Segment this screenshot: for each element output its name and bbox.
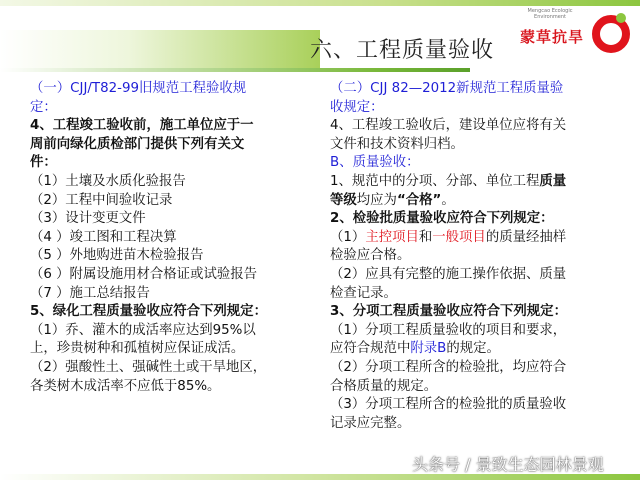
left-heading-line-1: （一）CJJ/T82-99旧规范工程验收规	[30, 81, 247, 96]
quality-acceptance-heading: B、质量验收：	[330, 155, 420, 171]
watermark: 头条号 / 景致生态园林景观	[412, 455, 604, 474]
logo-tagline: Mengcao Ecologic Environment	[527, 8, 573, 20]
text-span: （1）	[330, 229, 366, 245]
main-control-items: 主控项目	[365, 229, 419, 245]
text-span: 1、规范中的分项、分部、单位工程	[330, 173, 540, 189]
left-line: （3）设计变更文件	[30, 211, 146, 227]
header-underline	[0, 68, 470, 72]
header-band	[0, 30, 320, 70]
right-line: 合格质量的规定。	[330, 378, 438, 394]
right-heading-line-2: 收规定：	[330, 99, 384, 115]
top-stripe	[0, 0, 640, 6]
logo-ring-icon	[588, 10, 634, 54]
text-span: 质量	[539, 173, 567, 189]
left-line: （1）土壤及水质化验报告	[30, 173, 186, 189]
left-line: 件：	[30, 155, 57, 171]
left-line: 5、绿化工程质量验收应符合下列规定：	[30, 304, 267, 320]
right-line	[330, 229, 620, 248]
left-line: （7 ）施工总结报告	[30, 285, 150, 301]
text-span: 的质量经抽样	[485, 229, 567, 245]
right-line: 检查记录。	[330, 285, 397, 301]
left-line: （2）强酸性土、强碱性土或干旱地区，	[30, 359, 267, 375]
right-line: 文件和技术资料归档。	[330, 136, 464, 152]
right-line: 3、分项工程质量验收应符合下列规定：	[330, 304, 567, 320]
left-line: （6 ）附属设施用材合格证或试验报告	[30, 266, 258, 282]
right-line: 检验应合格。	[330, 248, 411, 264]
text-span: 。	[441, 192, 455, 208]
right-line: 记录应完整。	[330, 415, 411, 431]
right-line	[330, 173, 620, 192]
right-line	[330, 340, 620, 359]
text-span: 的规定。	[446, 341, 500, 357]
left-line: （5 ）外地购进苗木检验报告	[30, 248, 204, 264]
general-items: 一般项目	[432, 229, 486, 245]
left-line: 周前向绿化质检部门提供下列有关文	[30, 136, 245, 152]
right-column	[330, 80, 620, 433]
right-line: 4、工程竣工验收后，建设单位应将有关	[330, 118, 567, 134]
left-line: （4 ）竣工图和工程决算	[30, 229, 177, 245]
appendix-b-link: 附录B	[410, 341, 447, 357]
right-line: （2）应具有完整的施工操作依据、质量	[330, 266, 567, 282]
text-span: 应符合规范中	[330, 341, 411, 357]
right-line: （3）分项工程所含的检验批的质量验收	[330, 397, 567, 413]
left-heading-line-2: 定：	[30, 99, 57, 115]
logo-name: 蒙草抗旱	[520, 28, 585, 46]
company-logo	[520, 8, 636, 54]
right-line: （1）分项工程质量验收的项目和要求，	[330, 322, 567, 338]
right-line: 2、检验批质量验收应符合下列规定：	[330, 211, 554, 227]
left-line: （1）乔、灌木的成活率应达到95%以	[30, 322, 256, 338]
left-line: 上，珍贵树种和孤植树应保证成活。	[30, 341, 245, 357]
right-line	[330, 192, 620, 211]
text-span: 和	[418, 229, 433, 245]
text-span: “合格”	[396, 192, 442, 208]
right-line: （2）分项工程所含的检验批，均应符合	[330, 359, 567, 375]
right-heading-line-1: （二）CJJ 82—2012新规范工程质量验	[330, 81, 564, 96]
text-span: 等级	[330, 192, 357, 208]
left-column	[30, 80, 312, 396]
bottom-stripe	[0, 474, 640, 480]
left-line: 各类树木成活率不应低于85%。	[30, 378, 221, 394]
left-line: 4、工程竣工验收前，施工单位应于一	[30, 118, 254, 134]
page-title: 六、工程质量验收	[310, 38, 495, 63]
text-span: 均应为	[356, 192, 397, 208]
left-line: （2）工程中间验收记录	[30, 192, 173, 208]
